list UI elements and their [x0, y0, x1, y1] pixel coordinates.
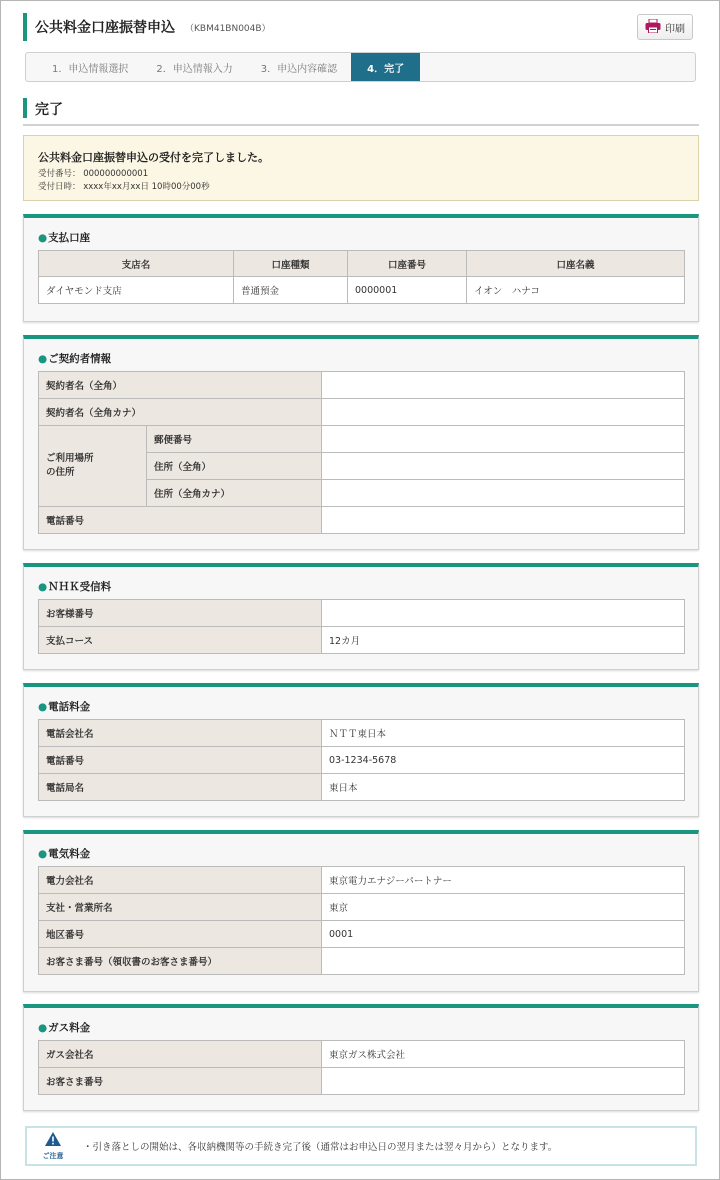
col-branch: 支店名: [39, 251, 234, 277]
phone-fee-table: [38, 719, 685, 801]
branch-value: ダイヤモンド支店: [39, 277, 234, 304]
table-row: [39, 1041, 685, 1068]
table-row: [39, 507, 685, 534]
table-row: [39, 399, 685, 426]
table-row: [39, 948, 685, 975]
section-heading: [23, 96, 699, 126]
table-row: [39, 372, 685, 399]
payment-course-label: 支払コース: [39, 627, 322, 654]
name-label: 契約者名（全角）: [39, 372, 322, 399]
gas-company-value: 東京ガス株式会社: [322, 1041, 685, 1068]
card-title: ●ガス料金: [38, 1022, 91, 1034]
power-company-label: 電力会社名: [39, 867, 322, 894]
gas-customer-number-label: お客さま番号: [39, 1068, 322, 1095]
district-number-label: 地区番号: [39, 921, 322, 948]
caution-note: [25, 1126, 697, 1166]
table-row: [39, 894, 685, 921]
contractor-table: [38, 371, 685, 534]
table-row: [39, 277, 685, 304]
name-value: [322, 372, 685, 399]
phone-number-value: 03-1234-5678: [322, 747, 685, 774]
table-header-row: [39, 251, 685, 277]
nhk-card: [23, 563, 699, 670]
kana-label: 契約者名（全角カナ）: [39, 399, 322, 426]
gas-card: [23, 1004, 699, 1111]
payment-account-table: [38, 250, 685, 304]
phone-label: 電話番号: [39, 507, 322, 534]
card-title: ●ＮＨＫ受信料: [38, 581, 112, 593]
warning-icon: [44, 1131, 62, 1150]
table-row: [39, 600, 685, 627]
phone-fee-card: [23, 683, 699, 817]
phone-office-label: 電話局名: [39, 774, 322, 801]
table-row: [39, 921, 685, 948]
completion-title: 公共料金口座振替申込の受付を完了しました。: [38, 151, 269, 164]
address-kana-label: 住所（全角カナ）: [147, 480, 322, 507]
receipt-number: 受付番号： 000000000001: [38, 169, 149, 179]
address-group-label: ご利用場所 の住所: [39, 426, 147, 507]
col-account-holder: 口座名義: [467, 251, 685, 277]
customer-number-label: お客様番号: [39, 600, 322, 627]
account-type-value: 普通預金: [234, 277, 348, 304]
print-button[interactable]: [637, 14, 693, 40]
customer-number-value: [322, 600, 685, 627]
print-button-label: 印刷: [665, 23, 685, 35]
card-title: ●電話料金: [38, 701, 91, 713]
table-row: [39, 1068, 685, 1095]
kana-value: [322, 399, 685, 426]
section-title: 完了: [35, 102, 63, 118]
table-row: [39, 627, 685, 654]
gas-company-label: ガス会社名: [39, 1041, 322, 1068]
completion-message: [23, 135, 699, 201]
electricity-card: [23, 830, 699, 992]
heading-accent-bar: [23, 98, 27, 118]
phone-number-label: 電話番号: [39, 747, 322, 774]
payment-account-card: [23, 214, 699, 322]
page-title: 公共料金口座振替申込: [35, 20, 175, 36]
step-input: 2．申込情報入力: [156, 63, 233, 75]
card-title: ●電気料金: [38, 848, 91, 860]
caution-text: ・引き落としの開始は、各収納機関等の手続き完了後（通常はお申込日の翌月または翌々月から）となります。: [83, 1142, 558, 1153]
table-row: [39, 867, 685, 894]
account-number-value: 0000001: [348, 277, 467, 304]
electricity-table: [38, 866, 685, 975]
page-code: （KBM41BN004B）: [185, 23, 271, 34]
card-title: ●ご契約者情報: [38, 353, 112, 365]
step-indicator: [25, 52, 696, 82]
page-header: [23, 13, 699, 41]
table-row: [39, 774, 685, 801]
postal-label: 郵便番号: [147, 426, 322, 453]
district-number-value: 0001: [322, 921, 685, 948]
col-account-number: 口座番号: [348, 251, 467, 277]
electric-customer-number-label: お客さま番号（領収書のお客さま番号）: [39, 948, 322, 975]
address-label: 住所（全角）: [147, 453, 322, 480]
address-value: [322, 453, 685, 480]
electric-customer-number-value: [322, 948, 685, 975]
phone-office-value: 東日本: [322, 774, 685, 801]
payment-course-value: 12カ月: [322, 627, 685, 654]
card-title: ●支払口座: [38, 232, 91, 244]
gas-customer-number-value: [322, 1068, 685, 1095]
step-confirm: 3．申込内容確認: [260, 63, 338, 75]
step-complete: 4．完了: [351, 53, 420, 81]
phone-value: [322, 507, 685, 534]
account-holder-value: イオン ハナコ: [467, 277, 685, 304]
printer-icon: [645, 19, 661, 36]
phone-company-label: 電話会社名: [39, 720, 322, 747]
nhk-table: [38, 599, 685, 654]
caution-label: ご注意: [42, 1152, 64, 1160]
phone-company-value: ＮＴＴ東日本: [322, 720, 685, 747]
col-account-type: 口座種類: [234, 251, 348, 277]
address-kana-value: [322, 480, 685, 507]
caution-block: [31, 1131, 75, 1161]
branch-office-value: 東京: [322, 894, 685, 921]
contractor-card: [23, 335, 699, 550]
postal-value: [322, 426, 685, 453]
receipt-datetime: 受付日時： xxxx年xx月xx日 10時00分00秒: [38, 182, 210, 192]
table-row: [39, 426, 685, 453]
table-row: [39, 747, 685, 774]
power-company-value: 東京電力エナジーパートナー: [322, 867, 685, 894]
branch-office-label: 支社・営業所名: [39, 894, 322, 921]
step-select: 1．申込情報選択: [52, 63, 129, 75]
table-row: [39, 720, 685, 747]
gas-table: [38, 1040, 685, 1095]
